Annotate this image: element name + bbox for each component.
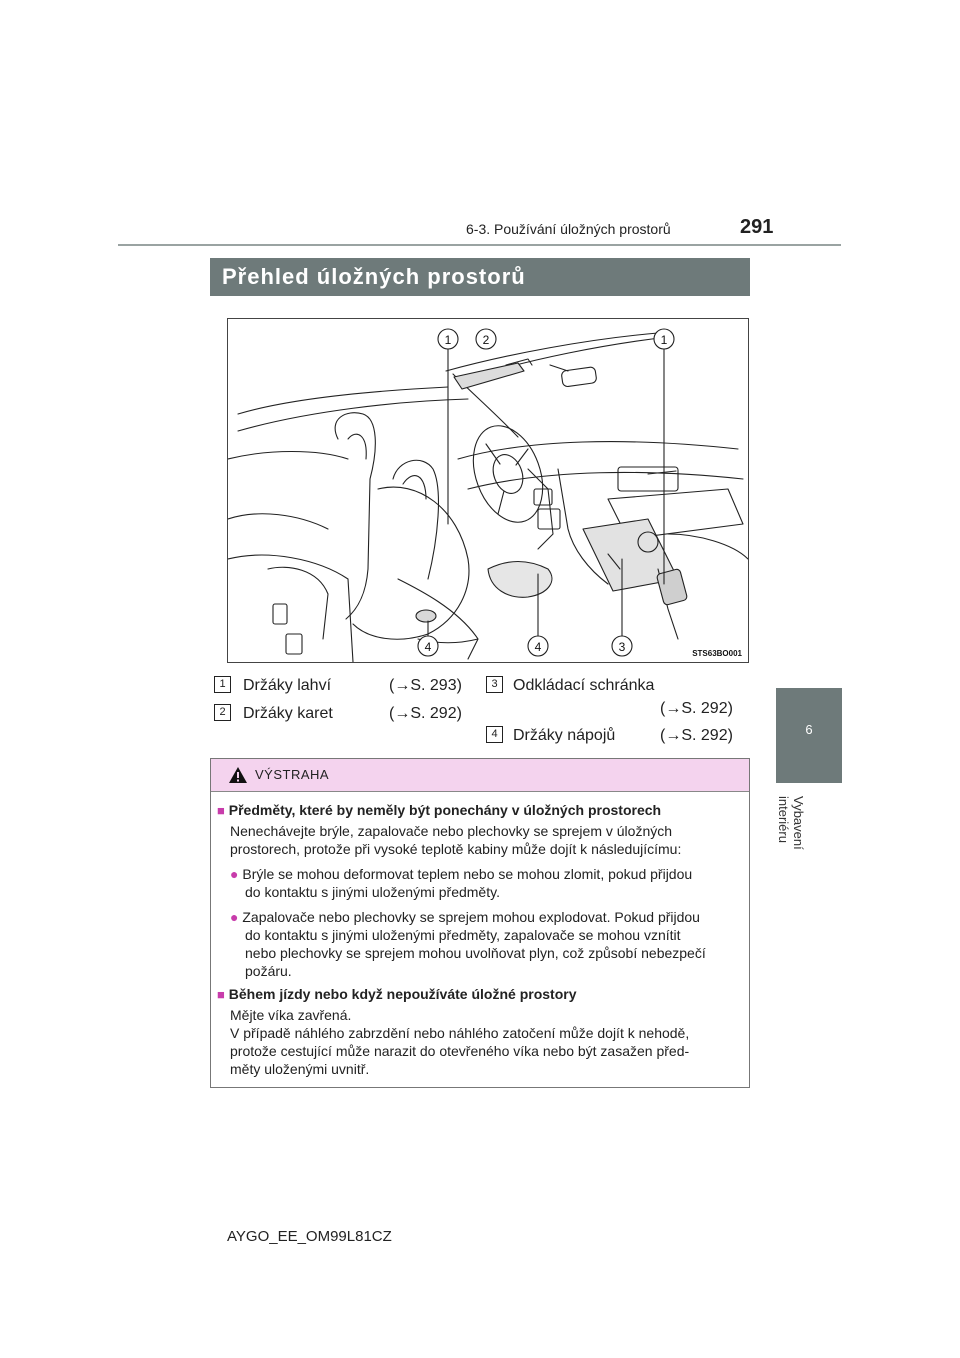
page-title: Přehled úložných prostorů	[222, 264, 526, 289]
warning-section-1-heading	[217, 801, 661, 820]
warning-section-1-heading-text: Předměty, které by neměly být ponechány v úložných prostorech	[228, 802, 662, 818]
warning-bullet-2-line-3: nebo plechovky se sprejem mohou uvolňovat plyn, což způsobí nebezpečí	[245, 945, 706, 961]
callout-3: 3	[618, 640, 626, 654]
chapter-tab	[776, 688, 842, 783]
callout-2: 2	[482, 333, 490, 347]
callout-4-left: 4	[424, 640, 432, 654]
title-bar	[210, 258, 750, 296]
warning-bullet-2-line-2: do kontaktu s jinými uloženými předměty, zapalovače se mohou vznítit	[245, 927, 681, 943]
warning-text-line: V případě náhlého zabrzdění nebo náhlého zatočení může dojít k nehodě,	[230, 1025, 690, 1041]
callout-1-left: 1	[444, 333, 452, 347]
warning-header	[211, 759, 749, 792]
round-bullet-icon: ●	[230, 866, 239, 882]
car-interior-drawing	[228, 319, 748, 662]
square-bullet-icon: ■	[217, 987, 225, 1002]
warning-box	[210, 758, 750, 1088]
legend-ref-1: (→S. 293)	[389, 677, 462, 694]
warning-text-line: měty uloženými uvnitř.	[230, 1061, 370, 1077]
warning-bullet-1-line-2: do kontaktu s jinými uloženými předměty.	[245, 884, 500, 900]
callout-1-right: 1	[660, 333, 668, 347]
warning-bullet-2-line-1: Zapalovače nebo plechovky se sprejem mohou explodovat. Pokud přijdou	[242, 909, 700, 925]
chapter-label: Vybavení interiéru	[776, 796, 806, 850]
square-bullet-icon: ■	[217, 803, 225, 818]
legend-num-1: 1	[214, 676, 231, 693]
legend-num-2: 2	[214, 704, 231, 721]
legend-label-2: Držáky karet	[243, 705, 333, 722]
warning-section-2-heading	[217, 985, 576, 1004]
figure-code: STS63BO001	[692, 649, 742, 658]
round-bullet-icon: ●	[230, 909, 239, 925]
document-code: AYGO_EE_OM99L81CZ	[227, 1228, 392, 1245]
legend-ref-4: (→S. 292)	[660, 727, 733, 744]
warning-title: VÝSTRAHA	[255, 767, 330, 782]
warning-text-line: Mějte víka zavřená.	[230, 1007, 352, 1023]
interior-illustration	[227, 318, 749, 663]
legend-ref-3: (→S. 292)	[660, 700, 733, 717]
legend-label-3: Odkládací schránka	[513, 677, 655, 694]
warning-section-2-heading-text: Během jízdy nebo když nepoužíváte úložné prostory	[228, 986, 577, 1002]
legend-ref-2: (→S. 292)	[389, 705, 462, 722]
callout-4-right: 4	[534, 640, 542, 654]
legend-num-3: 3	[486, 676, 503, 693]
warning-bullet-2	[230, 908, 700, 926]
chapter-number: 6	[805, 722, 813, 737]
warning-text-line: prostorech, protože při vysoké teplotě kabiny může dojít k následujícímu:	[230, 841, 682, 857]
legend-label-1: Držáky lahví	[243, 677, 332, 694]
section-heading: 6-3. Používání úložných prostorů	[466, 221, 671, 237]
legend-num-4: 4	[486, 726, 503, 743]
header-rule	[118, 244, 841, 246]
page-number: 291	[740, 216, 774, 238]
warning-bullet-1	[230, 865, 692, 883]
warning-text-line: Nenechávejte brýle, zapalovače nebo plechovky se sprejem v úložných	[230, 823, 673, 839]
warning-text-line: protože cestující může narazit do otevřeného víka nebo být zasažen před-	[230, 1043, 690, 1059]
warning-bullet-2-line-4: požáru.	[245, 963, 292, 979]
warning-bullet-1-line-1: Brýle se mohou deformovat teplem nebo se mohou zlomit, pokud přijdou	[242, 866, 693, 882]
legend-label-4: Držáky nápojů	[513, 727, 616, 744]
warning-triangle-icon	[228, 766, 248, 784]
